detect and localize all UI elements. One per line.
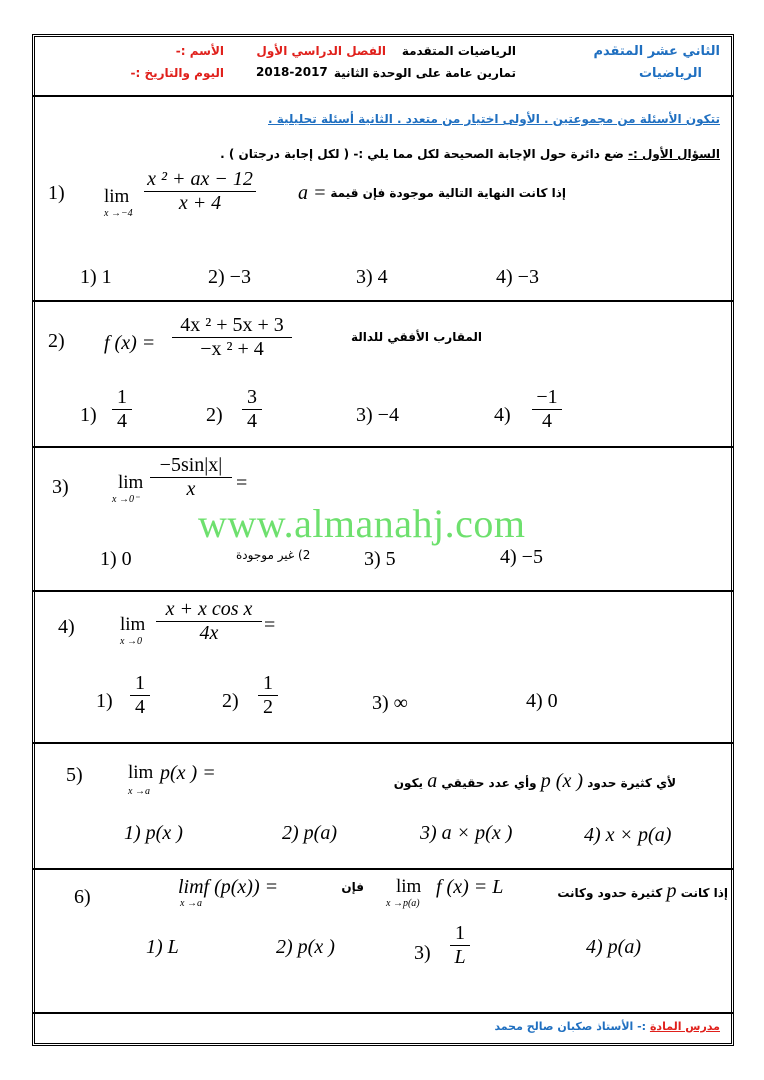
question-text: ضع دائرة حول الإجابة الصحيحة لكل مما يلي :- [353,147,624,161]
divider [32,590,734,592]
q2-option-2-fraction[interactable] [242,386,262,433]
q6-option-1[interactable]: 1) L [146,936,179,958]
q5-px: p (x ) [540,770,583,792]
q1-option-4[interactable]: 4) −3 [496,266,539,288]
q2-option-4-fraction[interactable] [532,386,562,433]
fraction-num: 3 [247,386,257,408]
q6-expr1: f (x) = L [436,876,504,898]
q1-text: إذا كانت النهاية التالية موجودة فإن قيمة [330,186,566,200]
q4-option-1-label[interactable]: 1) [96,690,113,712]
fraction-den: 4 [247,410,257,432]
q3-num: −5sin|x| [159,454,223,476]
q3-option-2[interactable] [236,548,310,564]
fraction-den: 4 [542,410,552,432]
q5-option-1[interactable]: 1) p(x ) [124,822,183,844]
q5-option-4[interactable]: 4) x × p(a) [584,824,672,846]
q5-text-2: وأي عدد حقيقي [441,776,537,790]
divider [32,95,734,97]
divider [32,868,734,870]
fraction-den: 4 [135,696,145,718]
q6-sub2: x →a [180,898,202,909]
q1-lim: lim [104,186,130,207]
q4-option-3[interactable]: 3) ∞ [372,692,408,714]
q5-sub: x →a [128,786,150,797]
q5-option-2[interactable]: 2) p(a) [282,822,337,844]
q1-option-3[interactable]: 3) 4 [356,266,388,288]
q6-p: p [666,880,677,902]
fraction-num: 1 [455,922,465,944]
footer [494,1020,720,1033]
footer-label: مدرس المادة [649,1020,720,1033]
q4-den: 4x [199,622,219,644]
semester-label: الفصل الدراسي الأول [256,44,386,58]
q5-a: a [427,770,438,792]
q1-sub: x →−4 [104,208,133,219]
question-marks: ( لكل إجابة درجتان ) . [220,147,350,161]
q2-option-1-label[interactable]: 1) [80,404,97,426]
q2-den: −x ² + 4 [200,338,264,360]
year-label: 2018-2017 [256,65,328,79]
fraction-den: 2 [263,696,273,718]
q5-number: 5) [66,764,83,786]
q2-option-4-label[interactable]: 4) [494,404,511,426]
q4-number: 4) [58,616,75,638]
q4-tail: = [264,614,276,636]
q2-option-1-fraction[interactable] [112,386,132,433]
q2-text: المقارب الأفقي للدالة [350,330,482,344]
fraction-num: 1 [135,672,145,694]
q4-num: x + x cos x [165,598,253,620]
q6-text-1: إذا كانت [680,886,728,900]
q1-fraction [144,168,256,215]
q5-expr: p(x ) = [160,762,216,784]
q6-sub1: x →p(a) [386,898,420,909]
q6-text-2: كثيرة حدود وكانت [557,886,663,900]
q3-option-2-text: 2) غير موجودة [236,548,311,562]
q1-den: x + 4 [178,192,222,214]
q4-option-4[interactable]: 4) 0 [526,690,558,712]
fraction-den: L [454,946,466,968]
q3-den: x [186,478,196,500]
grade-label: الثاني عشر المتقدم [593,44,720,59]
q6-option-4[interactable]: 4) p(a) [586,936,641,958]
q3-lim: lim [118,472,144,493]
fraction-den: 4 [117,410,127,432]
course-label: الرياضيات المتقدمة [401,44,516,58]
q6-text-3: فإن [341,880,364,894]
q2-number: 2) [48,330,65,352]
intro-text: تتكون الأسئلة من مجموعتين . الأولى اختيار من متعدد . الثانية أسئلة تحليلية . [268,112,720,126]
q5-text [394,770,676,793]
q4-lim: lim [120,614,146,635]
q4-option-2-label[interactable]: 2) [222,690,239,712]
q5-text-3: يكون [393,776,424,790]
q2-option-3[interactable]: 3) −4 [356,404,399,426]
q1-tail: a = [298,182,327,204]
divider [32,446,734,448]
divider [32,1012,734,1014]
q1-number: 1) [48,182,65,204]
q3-option-1[interactable]: 1) 0 [100,548,132,570]
watermark: www.almanahj.com [198,501,526,546]
date-label: اليوم والتاريخ :- [130,66,224,80]
q4-fraction [156,598,262,645]
q1-num: x ² + ax − 12 [147,168,253,190]
q3-sub: x →0⁻ [112,494,140,505]
q4-option-1-fraction[interactable] [130,672,150,719]
question-header [220,147,720,161]
q6-option-3-label[interactable]: 3) [414,942,431,964]
name-label: الأسم :- [175,44,224,58]
q4-sub: x →0 [120,636,142,647]
q3-number: 3) [52,476,69,498]
q5-lim: lim [128,762,154,783]
q3-fraction [150,454,232,501]
divider [32,300,734,302]
exercise-title: تمارين عامة على الوحدة الثانية [333,66,516,80]
q2-fraction [172,314,292,361]
q2-lhs: f (x) = [104,332,156,354]
divider [32,742,734,744]
q1-option-2[interactable]: 2) −3 [208,266,251,288]
q2-option-2-label[interactable]: 2) [206,404,223,426]
q3-option-3[interactable]: 3) 5 [364,548,396,570]
subject-label: الرياضيات [638,66,702,81]
q3-option-4[interactable]: 4) −5 [500,546,543,568]
fraction-num: 1 [117,386,127,408]
fraction-num: −1 [536,386,558,408]
q6-option-3-fraction[interactable] [450,922,470,969]
footer-text: :- الأستاذ صكبان صالح محمد [494,1020,647,1033]
q2-num: 4x ² + 5x + 3 [180,314,284,336]
q5-text-1: لأي كثيرة حدود [587,776,676,790]
question-label: السؤال الأول :- [628,147,720,161]
q6-number: 6) [74,886,91,908]
q6-text [557,880,728,903]
q6-option-2[interactable]: 2) p(x ) [276,936,335,958]
fraction-num: 1 [263,672,273,694]
q4-option-2-fraction[interactable] [258,672,278,719]
q3-tail: = [236,472,248,494]
q6-expr2: limf (p(x)) = [178,876,279,898]
q6-lim: lim [396,876,422,897]
q5-option-3[interactable]: 3) a × p(x ) [420,822,513,844]
q1-option-1[interactable]: 1) 1 [80,266,112,288]
